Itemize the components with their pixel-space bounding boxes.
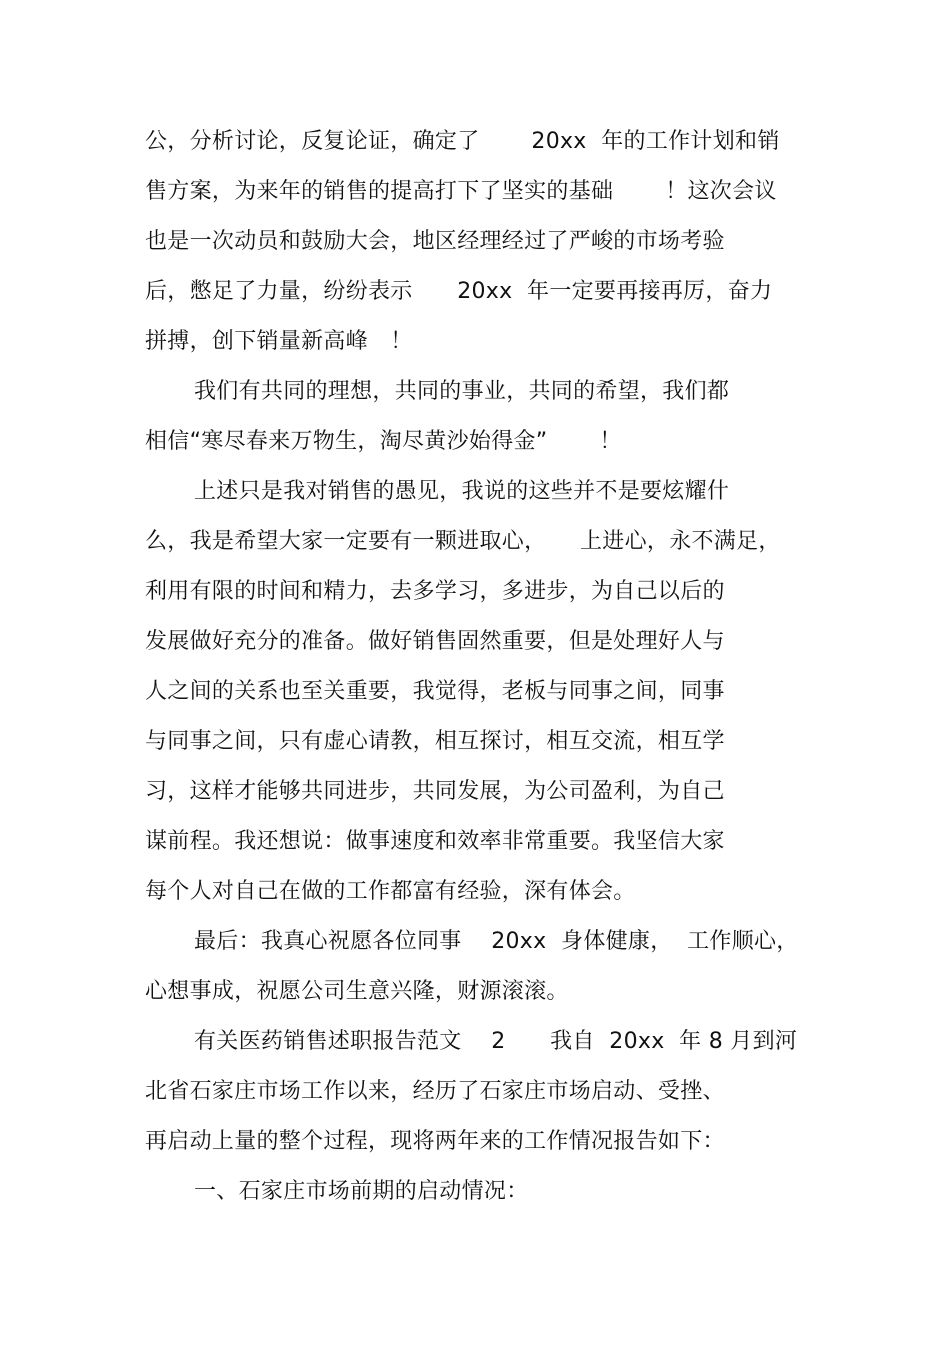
text-line: 后，憋足了力量，纷纷表示 20xx 年一定要再接再厉，奋力 xyxy=(145,279,773,304)
text-line: 心想事成，祝愿公司生意兴隆，财源滚滚。 xyxy=(145,979,569,1004)
text-line: 也是一次动员和鼓励大会，地区经理经过了严峻的市场考验 xyxy=(145,229,725,254)
text-line: 与同事之间，只有虚心请教，相互探讨，相互交流，相互学 xyxy=(145,729,725,754)
text-line: 每个人对自己在做的工作都富有经验，深有体会。 xyxy=(145,879,636,904)
paragraph-start-line: 有关医药销售述职报告范文 2 我自 20xx 年 8 月到河 xyxy=(194,1029,798,1054)
text-line: 人之间的关系也至关重要，我觉得，老板与同事之间，同事 xyxy=(145,679,725,704)
text-line: 公，分析讨论，反复论证，确定了 20xx 年的工作计划和销 xyxy=(145,129,780,154)
text-line: 习，这样才能够共同进步，共同发展，为公司盈利，为自己 xyxy=(145,779,725,804)
paragraph-start-line: 最后：我真心祝愿各位同事 20xx 身体健康， 工作顺心， xyxy=(194,929,799,954)
section-heading: 一、石家庄市场前期的启动情况： xyxy=(194,1179,529,1204)
text-line: 售方案，为来年的销售的提高打下了坚实的基础 ！这次会议 xyxy=(145,179,777,204)
text-line: 再启动上量的整个过程，现将两年来的工作情况报告如下： xyxy=(145,1129,725,1154)
paragraph-start-line: 上述只是我对销售的愚见，我说的这些并不是要炫耀什 xyxy=(194,479,730,504)
text-line: 北省石家庄市场工作以来，经历了石家庄市场启动、受挫、 xyxy=(145,1079,725,1104)
text-line: 拼搏，创下销量新高峰 ！ xyxy=(145,329,413,354)
text-line: 么，我是希望大家一定要有一颗进取心， 上进心，永不满足， xyxy=(145,529,781,554)
text-line: 利用有限的时间和精力，去多学习，多进步，为自己以后的 xyxy=(145,579,725,604)
text-line: 发展做好充分的准备。做好销售固然重要，但是处理好人与 xyxy=(145,629,725,654)
text-line: 谋前程。我还想说：做事速度和效率非常重要。我坚信大家 xyxy=(145,829,725,854)
paragraph-start-line: 我们有共同的理想，共同的事业，共同的希望，我们都 xyxy=(194,379,730,404)
text-line: 相信“寒尽春来万物生，淘尽黄沙始得金” ！ xyxy=(145,429,622,454)
